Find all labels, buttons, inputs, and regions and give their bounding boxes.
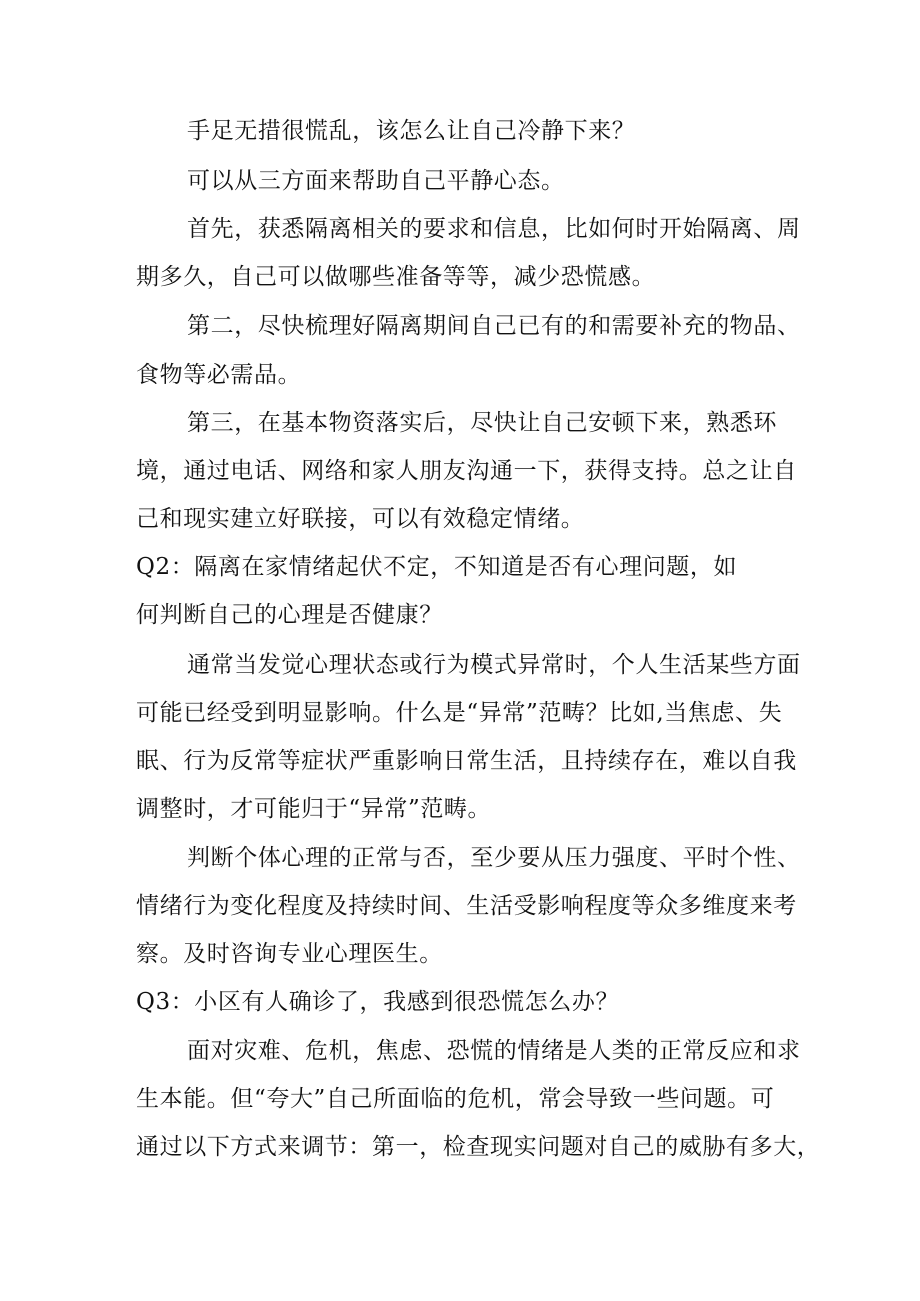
text-line: 面对灾难、危机，焦虑、恐慌的情绪是人类的正常反应和求 bbox=[187, 1038, 801, 1064]
text-line: 境，通过电话、网络和家人朋友沟通一下，获得支持。总之让自 bbox=[136, 458, 797, 484]
text-line: 生本能。但“夸大”自己所面临的危机，常会导致一些问题。可 bbox=[136, 1086, 775, 1112]
question-heading: 何判断自己的心理是否健康？ bbox=[136, 602, 443, 628]
text-line: 通过以下方式来调节：第一，检查现实问题对自己的威胁有多大， bbox=[136, 1134, 821, 1160]
text-line: 己和现实建立好联接，可以有效稳定情绪。 bbox=[136, 506, 585, 532]
text-line: 第三，在基本物资落实后，尽快让自己安顿下来，熟悉环 bbox=[187, 410, 777, 436]
question-heading: Q2：隔离在家情绪起伏不定，不知道是否有心理问题，如 bbox=[136, 554, 738, 580]
text-line: 通常当发觉心理状态或行为模式异常时，个人生活某些方面 bbox=[187, 652, 801, 678]
text-line: 判断个体心理的正常与否，至少要从压力强度、平时个性、 bbox=[187, 845, 801, 871]
text-line: 眠、行为反常等症状严重影响日常生活，且持续存在，难以自我 bbox=[136, 748, 797, 774]
text-line: 首先，获悉隔离相关的要求和信息，比如何时开始隔离、周 bbox=[187, 216, 801, 242]
text-line: 手足无措很慌乱，该怎么让自己冷静下来？ bbox=[187, 118, 636, 144]
text-line: 可以从三方面来帮助自己平静心态。 bbox=[187, 168, 565, 194]
text-line: 食物等必需品。 bbox=[136, 362, 302, 388]
text-line: 情绪行为变化程度及持续时间、生活受影响程度等众多维度来考 bbox=[136, 893, 797, 919]
text-line: 察。及时咨询专业心理医生。 bbox=[136, 941, 443, 967]
question-heading: Q3：小区有人确诊了，我感到很恐慌怎么办？ bbox=[136, 989, 620, 1015]
text-line: 期多久，自己可以做哪些准备等等，减少恐慌感。 bbox=[136, 264, 656, 290]
text-line: 第二，尽快梳理好隔离期间自己已有的和需要补充的物品、 bbox=[187, 313, 801, 339]
text-line: 调整时，才可能归于“异常”范畴。 bbox=[136, 796, 492, 822]
text-line: 可能已经受到明显影响。什么是“异常”范畴？比如,当焦虑、失 bbox=[136, 700, 783, 726]
